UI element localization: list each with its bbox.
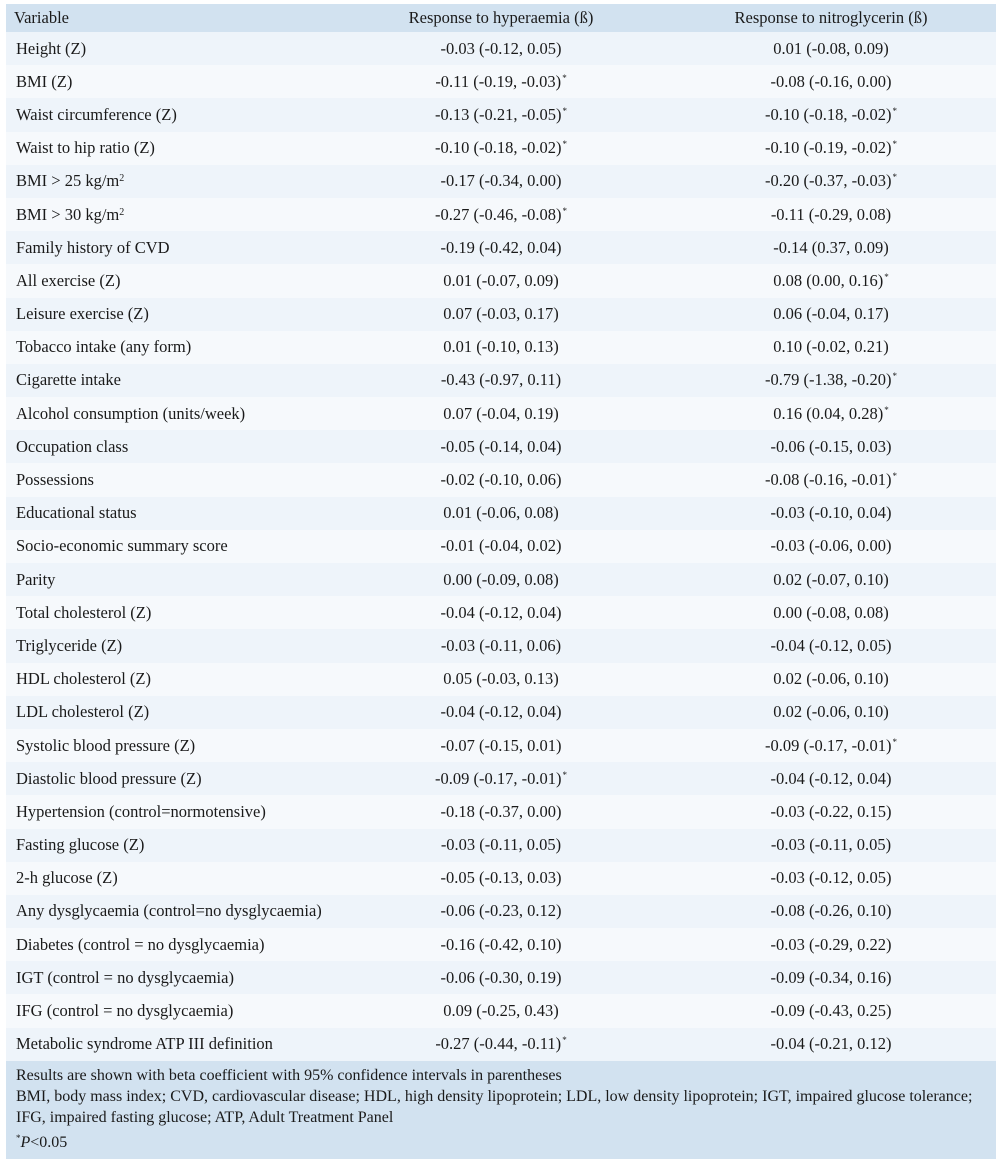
cell-nitroglycerin [666, 596, 996, 629]
cell-variable [6, 596, 336, 629]
cell-variable [6, 961, 336, 994]
table-row [6, 795, 996, 828]
table-row [6, 762, 996, 795]
variable-label: Socio-economic summary score [16, 536, 228, 556]
hyperaemia-value: -0.18 (-0.37, 0.00) [440, 801, 562, 821]
cell-variable [6, 231, 336, 264]
significance-marker: * [892, 736, 897, 747]
nitroglycerin-value: -0.04 (-0.12, 0.05) [770, 635, 892, 655]
table-row [6, 497, 996, 530]
hyperaemia-value: -0.11 (-0.19, -0.03) [435, 71, 562, 91]
nitroglycerin-value: -0.06 (-0.15, 0.03) [770, 436, 892, 456]
cell-variable [6, 497, 336, 530]
table-header [6, 4, 996, 32]
table-row [6, 331, 996, 364]
nitroglycerin-value: -0.03 (-0.06, 0.00) [770, 536, 892, 556]
header-variable: Variable [14, 8, 69, 27]
hyperaemia-value: -0.03 (-0.11, 0.06) [440, 635, 562, 655]
cell-hyperaemia [336, 165, 666, 198]
cell-nitroglycerin [666, 729, 996, 762]
table-row [6, 629, 996, 662]
nitroglycerin-value: -0.04 (-0.21, 0.12) [770, 1034, 892, 1054]
variable-label: BMI > 30 kg/m [16, 204, 120, 224]
cell-variable [6, 1028, 336, 1061]
hyperaemia-value: 0.07 (-0.03, 0.17) [443, 304, 559, 324]
nitroglycerin-value: 0.01 (-0.08, 0.09) [773, 38, 889, 58]
variable-label: Occupation class [16, 436, 129, 456]
cell-nitroglycerin [666, 563, 996, 596]
nitroglycerin-value: -0.09 (-0.34, 0.16) [770, 967, 892, 987]
cell-variable [6, 928, 336, 961]
cell-hyperaemia [336, 862, 666, 895]
table-row [6, 165, 996, 198]
variable-label: All exercise (Z) [16, 270, 121, 290]
cell-hyperaemia [336, 231, 666, 264]
significance-marker: * [562, 769, 567, 780]
cell-hyperaemia [336, 32, 666, 65]
cell-variable [6, 132, 336, 165]
cell-hyperaemia [336, 430, 666, 463]
table-row [6, 928, 996, 961]
cell-variable [6, 198, 336, 231]
variable-label: BMI (Z) [16, 71, 73, 91]
nitroglycerin-value: -0.08 (-0.16, 0.00) [770, 71, 892, 91]
table-row [6, 298, 996, 331]
nitroglycerin-value: 0.00 (-0.08, 0.08) [773, 602, 889, 622]
cell-hyperaemia [336, 397, 666, 430]
nitroglycerin-value: 0.02 (-0.07, 0.10) [773, 569, 889, 589]
cell-hyperaemia [336, 596, 666, 629]
hyperaemia-value: -0.01 (-0.04, 0.02) [440, 536, 562, 556]
cell-nitroglycerin [666, 994, 996, 1027]
cell-nitroglycerin [666, 530, 996, 563]
variable-label: Triglyceride (Z) [16, 635, 123, 655]
cell-hyperaemia [336, 497, 666, 530]
variable-label: Educational status [16, 503, 137, 523]
cell-variable [6, 331, 336, 364]
variable-label: Metabolic syndrome ATP III definition [16, 1034, 273, 1054]
cell-hyperaemia [336, 663, 666, 696]
variable-label: Diastolic blood pressure (Z) [16, 768, 202, 788]
cell-nitroglycerin [666, 629, 996, 662]
hyperaemia-value: -0.16 (-0.42, 0.10) [440, 934, 562, 954]
results-table-container [6, 4, 996, 1159]
cell-hyperaemia [336, 729, 666, 762]
cell-hyperaemia [336, 364, 666, 397]
cell-variable [6, 994, 336, 1027]
nitroglycerin-value: 0.10 (-0.02, 0.21) [773, 337, 889, 357]
table-row [6, 530, 996, 563]
significance-marker: * [892, 371, 897, 382]
table-row [6, 563, 996, 596]
nitroglycerin-value: 0.16 (0.04, 0.28) [773, 403, 884, 423]
hyperaemia-value: -0.19 (-0.42, 0.04) [440, 237, 562, 257]
table-row [6, 132, 996, 165]
cell-variable [6, 463, 336, 496]
cell-variable [6, 364, 336, 397]
results-table [6, 4, 996, 1061]
nitroglycerin-value: -0.03 (-0.12, 0.05) [770, 868, 892, 888]
hyperaemia-value: -0.27 (-0.44, -0.11) [435, 1034, 562, 1054]
cell-hyperaemia [336, 198, 666, 231]
cell-variable [6, 563, 336, 596]
footnote-star: * [16, 1132, 21, 1143]
hyperaemia-value: -0.05 (-0.13, 0.03) [440, 868, 562, 888]
header-hyperaemia: Response to hyperaemia (ß) [408, 8, 594, 27]
table-row [6, 32, 996, 65]
variable-label: Leisure exercise (Z) [16, 304, 149, 324]
variable-label: Cigarette intake [16, 370, 121, 390]
cell-nitroglycerin [666, 264, 996, 297]
table-row [6, 663, 996, 696]
cell-nitroglycerin [666, 430, 996, 463]
nitroglycerin-value: -0.11 (-0.29, 0.08) [770, 204, 892, 224]
variable-label: Alcohol consumption (units/week) [16, 403, 246, 423]
cell-hyperaemia [336, 994, 666, 1027]
variable-label: Diabetes (control = no dysglycaemia) [16, 934, 265, 954]
variable-label: Total cholesterol (Z) [16, 602, 152, 622]
footnote-abbreviations: BMI, body mass index; CVD, cardiovascular disease; HDL, high density lipoprotein; LDL, low density lipoprotein; IGT, impaired glucose tolerance; IFG, impaired fasting glucose; ATP, Adult Treatment Panel [16, 1087, 973, 1126]
variable-label: Height (Z) [16, 38, 87, 58]
table-row [6, 596, 996, 629]
significance-marker: * [884, 271, 889, 282]
hyperaemia-value: 0.05 (-0.03, 0.13) [443, 669, 559, 689]
cell-hyperaemia [336, 98, 666, 131]
cell-nitroglycerin [666, 132, 996, 165]
cell-nitroglycerin [666, 198, 996, 231]
significance-marker: * [892, 172, 897, 183]
table-row [6, 65, 996, 98]
variable-label: BMI > 25 kg/m [16, 171, 120, 191]
cell-nitroglycerin [666, 32, 996, 65]
table-row [6, 430, 996, 463]
table-row [6, 198, 996, 231]
cell-hyperaemia [336, 1028, 666, 1061]
cell-variable [6, 430, 336, 463]
cell-nitroglycerin [666, 298, 996, 331]
cell-hyperaemia [336, 530, 666, 563]
cell-variable [6, 65, 336, 98]
variable-label: Waist to hip ratio (Z) [16, 138, 155, 158]
hyperaemia-value: 0.07 (-0.04, 0.19) [443, 403, 559, 423]
cell-variable [6, 397, 336, 430]
cell-nitroglycerin [666, 497, 996, 530]
table-row [6, 729, 996, 762]
cell-hyperaemia [336, 762, 666, 795]
cell-nitroglycerin [666, 364, 996, 397]
nitroglycerin-value: -0.03 (-0.22, 0.15) [770, 801, 892, 821]
cell-nitroglycerin [666, 762, 996, 795]
variable-label: Fasting glucose (Z) [16, 835, 145, 855]
nitroglycerin-value: -0.79 (-1.38, -0.20) [765, 370, 892, 390]
table-row [6, 364, 996, 397]
table-row [6, 994, 996, 1027]
variable-label: Tobacco intake (any form) [16, 337, 192, 357]
significance-marker: * [892, 471, 897, 482]
cell-variable [6, 629, 336, 662]
cell-nitroglycerin [666, 829, 996, 862]
variable-label: Systolic blood pressure (Z) [16, 735, 196, 755]
table-row [6, 264, 996, 297]
cell-hyperaemia [336, 895, 666, 928]
cell-hyperaemia [336, 795, 666, 828]
cell-nitroglycerin [666, 928, 996, 961]
significance-marker: * [562, 1035, 567, 1046]
cell-variable [6, 530, 336, 563]
variable-label: 2-h glucose (Z) [16, 868, 118, 888]
nitroglycerin-value: 0.06 (-0.04, 0.17) [773, 304, 889, 324]
hyperaemia-value: -0.04 (-0.12, 0.04) [440, 702, 562, 722]
table-row [6, 862, 996, 895]
hyperaemia-value: -0.04 (-0.12, 0.04) [440, 602, 562, 622]
cell-variable [6, 795, 336, 828]
cell-nitroglycerin [666, 463, 996, 496]
cell-nitroglycerin [666, 961, 996, 994]
nitroglycerin-value: -0.09 (-0.43, 0.25) [770, 1001, 892, 1021]
nitroglycerin-value: -0.08 (-0.26, 0.10) [770, 901, 892, 921]
hyperaemia-value: -0.05 (-0.14, 0.04) [440, 436, 562, 456]
cell-hyperaemia [336, 563, 666, 596]
variable-label: Waist circumference (Z) [16, 104, 177, 124]
cell-variable [6, 663, 336, 696]
nitroglycerin-value: -0.14 (0.37, 0.09) [773, 237, 889, 257]
hyperaemia-value: -0.27 (-0.46, -0.08) [435, 204, 562, 224]
cell-nitroglycerin [666, 65, 996, 98]
significance-marker: * [562, 205, 567, 216]
header-nitroglycerin: Response to nitroglycerin (ß) [734, 8, 928, 27]
header-row [6, 4, 996, 32]
cell-variable [6, 696, 336, 729]
cell-nitroglycerin [666, 331, 996, 364]
nitroglycerin-value: 0.02 (-0.06, 0.10) [773, 702, 889, 722]
variable-label: IFG (control = no dysglycaemia) [16, 1001, 234, 1021]
significance-marker: * [562, 139, 567, 150]
cell-nitroglycerin [666, 696, 996, 729]
table-row [6, 696, 996, 729]
significance-marker: * [562, 105, 567, 116]
cell-hyperaemia [336, 629, 666, 662]
hyperaemia-value: -0.07 (-0.15, 0.01) [440, 735, 562, 755]
cell-variable [6, 895, 336, 928]
hyperaemia-value: -0.02 (-0.10, 0.06) [440, 470, 562, 490]
cell-hyperaemia [336, 65, 666, 98]
cell-variable [6, 165, 336, 198]
cell-nitroglycerin [666, 895, 996, 928]
nitroglycerin-value: -0.09 (-0.17, -0.01) [765, 735, 892, 755]
table-row [6, 961, 996, 994]
table-row [6, 829, 996, 862]
table-row [6, 231, 996, 264]
cell-variable [6, 729, 336, 762]
cell-hyperaemia [336, 696, 666, 729]
table-footnotes [6, 1061, 996, 1159]
cell-hyperaemia [336, 132, 666, 165]
cell-hyperaemia [336, 463, 666, 496]
nitroglycerin-value: -0.03 (-0.11, 0.05) [770, 835, 892, 855]
cell-hyperaemia [336, 829, 666, 862]
unit-superscript: 2 [119, 173, 125, 185]
nitroglycerin-value: -0.03 (-0.29, 0.22) [770, 934, 892, 954]
hyperaemia-value: 0.01 (-0.06, 0.08) [443, 503, 559, 523]
variable-label: IGT (control = no dysglycaemia) [16, 967, 234, 987]
hyperaemia-value: -0.43 (-0.97, 0.11) [440, 370, 562, 390]
table-row [6, 463, 996, 496]
variable-label: Hypertension (control=normotensive) [16, 801, 266, 821]
cell-nitroglycerin [666, 98, 996, 131]
cell-variable [6, 98, 336, 131]
cell-nitroglycerin [666, 862, 996, 895]
significance-marker: * [892, 139, 897, 150]
hyperaemia-value: -0.06 (-0.30, 0.19) [440, 967, 562, 987]
variable-label: HDL cholesterol (Z) [16, 669, 152, 689]
hyperaemia-value: -0.03 (-0.12, 0.05) [440, 38, 562, 58]
cell-variable [6, 762, 336, 795]
significance-marker: * [562, 72, 567, 83]
nitroglycerin-value: -0.10 (-0.19, -0.02) [765, 138, 892, 158]
cell-nitroglycerin [666, 663, 996, 696]
cell-hyperaemia [336, 961, 666, 994]
nitroglycerin-value: -0.08 (-0.16, -0.01) [765, 470, 892, 490]
cell-nitroglycerin [666, 231, 996, 264]
significance-marker: * [892, 105, 897, 116]
cell-variable [6, 264, 336, 297]
hyperaemia-value: 0.01 (-0.10, 0.13) [443, 337, 559, 357]
cell-hyperaemia [336, 298, 666, 331]
nitroglycerin-value: -0.10 (-0.18, -0.02) [765, 104, 892, 124]
hyperaemia-value: -0.03 (-0.11, 0.05) [440, 835, 562, 855]
significance-marker: * [884, 404, 889, 415]
hyperaemia-value: -0.17 (-0.34, 0.00) [440, 171, 562, 191]
variable-label: Parity [16, 569, 56, 589]
unit-superscript: 2 [119, 206, 125, 218]
cell-variable [6, 298, 336, 331]
nitroglycerin-value: -0.03 (-0.10, 0.04) [770, 503, 892, 523]
footnote-results: Results are shown with beta coefficient with 95% confidence intervals in parentheses [16, 1066, 562, 1084]
variable-label: Possessions [16, 470, 94, 490]
cell-nitroglycerin [666, 795, 996, 828]
table-row [6, 1028, 996, 1061]
cell-variable [6, 829, 336, 862]
cell-variable [6, 862, 336, 895]
table-row [6, 895, 996, 928]
hyperaemia-value: -0.13 (-0.21, -0.05) [435, 104, 562, 124]
cell-nitroglycerin [666, 165, 996, 198]
table-row [6, 397, 996, 430]
table-body [6, 32, 996, 1061]
cell-variable [6, 32, 336, 65]
hyperaemia-value: -0.06 (-0.23, 0.12) [440, 901, 562, 921]
footnote-p-letter: P [20, 1133, 31, 1151]
table-row [6, 98, 996, 131]
cell-nitroglycerin [666, 1028, 996, 1061]
variable-label: LDL cholesterol (Z) [16, 702, 150, 722]
cell-hyperaemia [336, 928, 666, 961]
variable-label: Family history of CVD [16, 237, 170, 257]
variable-label: Any dysglycaemia (control=no dysglycaemia) [16, 901, 322, 921]
footnote-p-threshold: <0.05 [30, 1133, 68, 1151]
cell-hyperaemia [336, 331, 666, 364]
hyperaemia-value: 0.01 (-0.07, 0.09) [443, 270, 559, 290]
hyperaemia-value: 0.00 (-0.09, 0.08) [443, 569, 559, 589]
hyperaemia-value: -0.10 (-0.18, -0.02) [435, 138, 562, 158]
nitroglycerin-value: 0.08 (0.00, 0.16) [773, 270, 884, 290]
footnote-significance [16, 1128, 986, 1153]
hyperaemia-value: -0.09 (-0.17, -0.01) [435, 768, 562, 788]
nitroglycerin-value: -0.20 (-0.37, -0.03) [765, 171, 892, 191]
nitroglycerin-value: 0.02 (-0.06, 0.10) [773, 669, 889, 689]
nitroglycerin-value: -0.04 (-0.12, 0.04) [770, 768, 892, 788]
cell-nitroglycerin [666, 397, 996, 430]
cell-hyperaemia [336, 264, 666, 297]
hyperaemia-value: 0.09 (-0.25, 0.43) [443, 1001, 559, 1021]
